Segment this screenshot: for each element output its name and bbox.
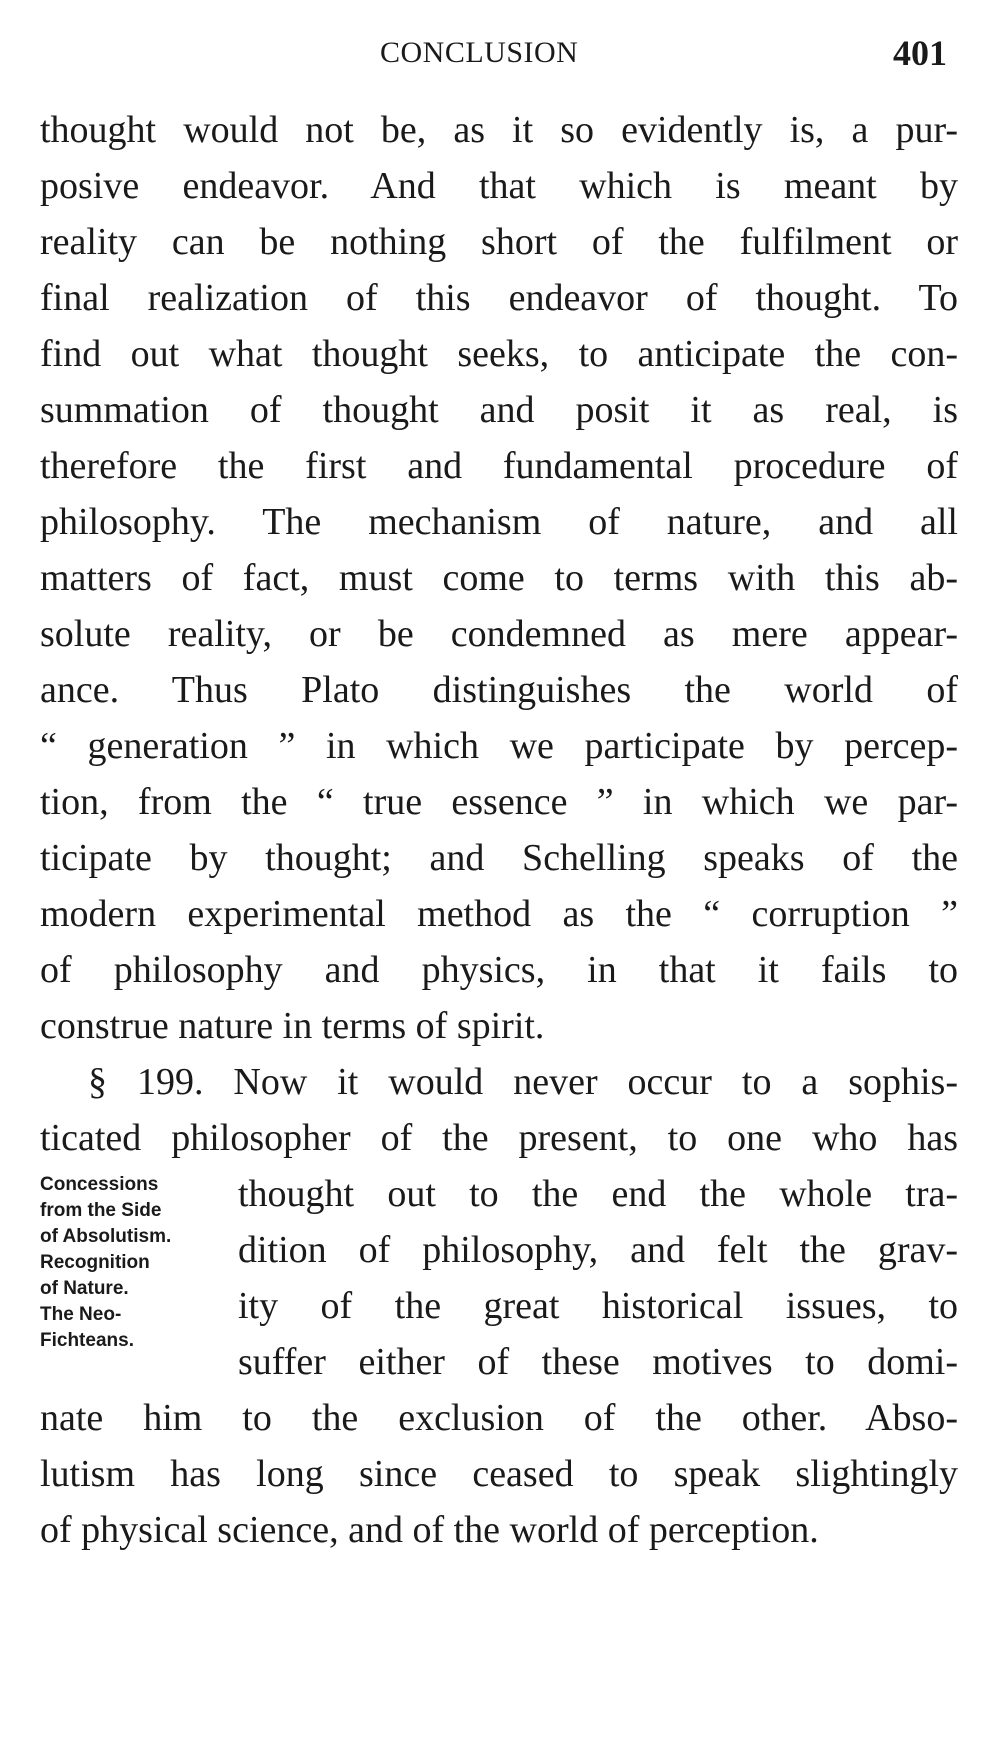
text-line: matters of fact, must come to terms with this ab- xyxy=(40,557,958,599)
text-line: final realization of this endeavor of thought. To xyxy=(40,277,958,319)
text-line: ance. Thus Plato distinguishes the world of xyxy=(40,669,958,711)
section-199-opening-line: § 199. Now it would never occur to a sophis- xyxy=(88,1061,958,1103)
sidenote-line: from the Side xyxy=(40,1200,162,1221)
sidenote-line: of Absolutism. xyxy=(40,1226,172,1247)
text-line: nate him to the exclusion of the other. Abso- xyxy=(40,1397,958,1439)
sidenote-line: Concessions xyxy=(40,1174,159,1195)
page-number: 401 xyxy=(893,33,947,73)
running-title: CONCLUSION xyxy=(380,36,579,69)
sidenote-line: Fichteans. xyxy=(40,1330,134,1351)
sidenote-line: The Neo- xyxy=(40,1304,122,1325)
text-line: ity of the great historical issues, to xyxy=(238,1285,958,1327)
text-line: ticipate by thought; and Schelling speaks of the xyxy=(40,837,958,879)
text-line: modern experimental method as the “ corruption ” xyxy=(40,893,958,935)
text-line: find out what thought seeks, to anticipate the con- xyxy=(40,333,958,375)
sidenote-line: of Nature. xyxy=(40,1278,129,1299)
sidenote-line: Recognition xyxy=(40,1252,150,1273)
text-line: therefore the first and fundamental procedure of xyxy=(40,445,958,487)
running-head xyxy=(0,28,1000,78)
text-line: of physical science, and of the world of perception. xyxy=(40,1509,819,1551)
text-line: “ generation ” in which we participate by percep- xyxy=(40,725,958,767)
text-line: construe nature in terms of spirit. xyxy=(40,1005,545,1047)
text-line: philosophy. The mechanism of nature, and all xyxy=(40,501,958,543)
text-line: suffer either of these motives to domi- xyxy=(238,1341,958,1383)
text-line: posive endeavor. And that which is meant by xyxy=(40,165,958,207)
text-line: dition of philosophy, and felt the grav- xyxy=(238,1229,958,1271)
text-line: tion, from the “ true essence ” in which we par- xyxy=(40,781,958,823)
text-line: reality can be nothing short of the fulfilment or xyxy=(40,221,958,263)
text-line: summation of thought and posit it as real, is xyxy=(40,389,958,431)
text-line: solute reality, or be condemned as mere appear- xyxy=(40,613,958,655)
text-line: thought out to the end the whole tra- xyxy=(238,1173,958,1215)
text-line: of philosophy and physics, in that it fails to xyxy=(40,949,958,991)
text-line: thought would not be, as it so evidently is, a pur- xyxy=(40,109,958,151)
margin-sidenote xyxy=(40,1172,240,1354)
text-line: ticated philosopher of the present, to one who has xyxy=(40,1117,958,1159)
text-line: lutism has long since ceased to speak slightingly xyxy=(40,1453,958,1495)
